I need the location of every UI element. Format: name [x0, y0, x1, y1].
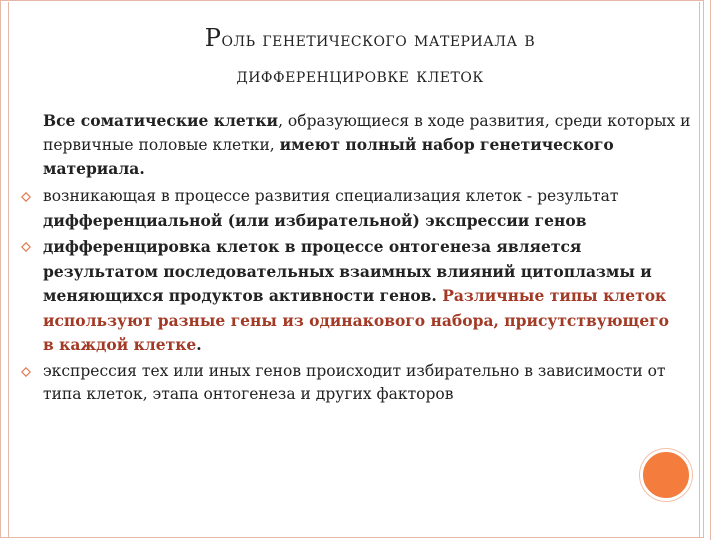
title-line1-text: оль генетического материала в — [221, 27, 536, 51]
list-item — [0, 185, 683, 233]
item2-bold: дифференцировка клеток в процессе онтогенеза является результатом последовательных взаимных влияний цитоплазмы и меняющихся продуктов активности генов. — [43, 237, 652, 305]
item1-bold: дифференциальной (или избирательной) экспрессии генов — [43, 210, 587, 230]
slide-title-line1 — [0, 24, 720, 52]
list-item — [0, 235, 683, 358]
intro-text-1: , образующиеся в ходе развития, среди которых и первичные половые клетки, — [43, 112, 691, 154]
intro-bold-2: имеют полный набор генетического материала. — [43, 135, 614, 178]
hollow-diamond-bullet-icon — [21, 242, 30, 251]
title-line2-text: дифференцировке клеток — [236, 63, 484, 87]
hollow-diamond-bullet-icon — [21, 367, 30, 376]
item2-period: . — [196, 335, 202, 354]
item1-text: возникающая в процессе развития специализация клеток - результат — [43, 187, 619, 205]
item3-text: экспрессия тех или иных генов происходит избирательно в зависимости от типа клеток, этапа онтогенеза и других факторов — [43, 361, 666, 403]
slide-title-line2 — [0, 63, 720, 87]
hollow-diamond-bullet-icon — [21, 192, 30, 201]
intro-bold-1: Все соматические клетки — [43, 111, 279, 130]
list-item — [0, 360, 683, 407]
item2-highlight: Различные типы клеток используют разные гены из одинакового набора, присутствующего в каждой клетке — [43, 286, 670, 354]
decorative-orange-circle — [640, 449, 692, 501]
bullet-list — [0, 185, 720, 407]
intro-paragraph — [43, 109, 693, 181]
title-initial-cap: Р — [204, 24, 222, 52]
